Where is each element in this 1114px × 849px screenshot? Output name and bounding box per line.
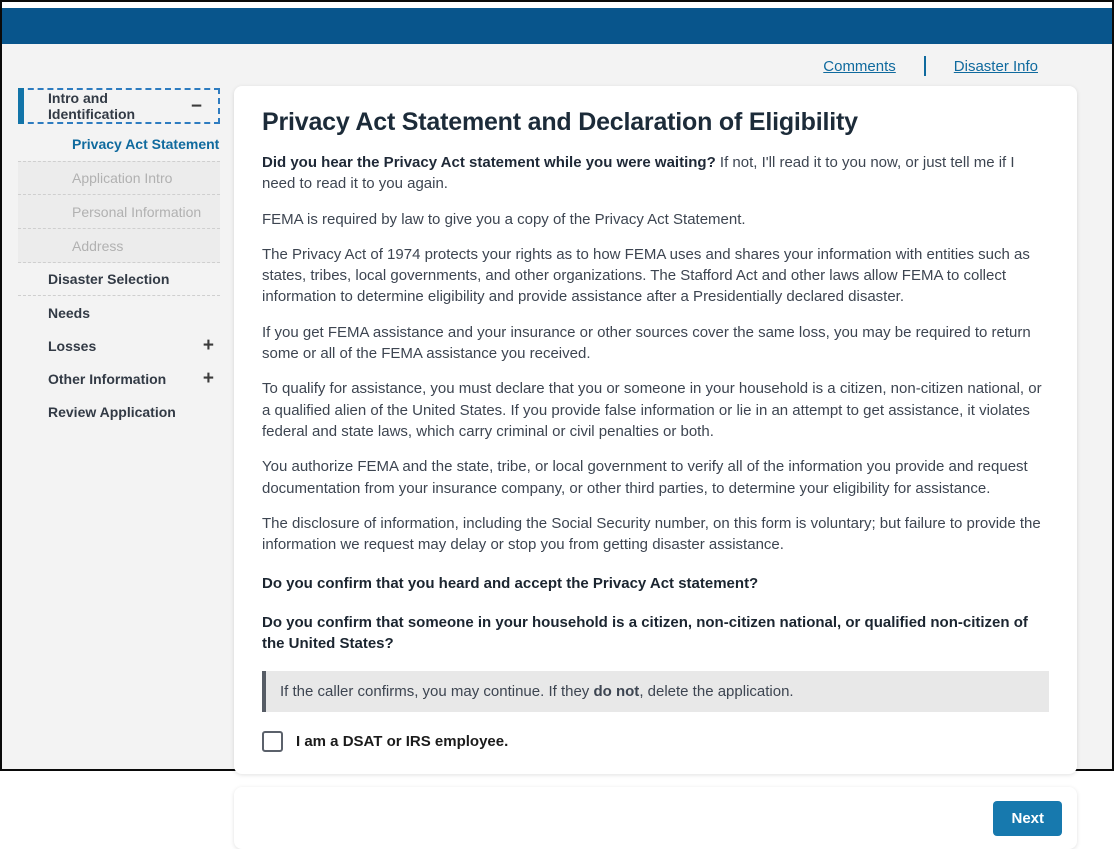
intro-question-rest: If not, I'll read it to you now, or just tell me if I need to read it to you again.: [262, 154, 1015, 193]
top-navigation-bar: [2, 8, 1112, 44]
sidebar-item-label: Privacy Act Statement: [72, 136, 220, 152]
sidebar-item-label: Intro and Identification: [48, 90, 136, 122]
active-section-accent-bar: [18, 88, 24, 124]
sidebar-item-label: Needs: [48, 304, 91, 321]
paragraph-qualify-declare: To qualify for assistance, you must declare that you or someone in your household is a citizen, non-citizen national, or a qualified alien of the United States. If you provide false information or lie in an attempt to get assistance, it violates federal and state laws, which carry criminal or civil penalties or both.: [262, 380, 1042, 440]
collapse-minus-icon[interactable]: −: [190, 95, 202, 117]
sidebar-item-needs[interactable]: [18, 296, 220, 329]
dsat-irs-employee-row: [262, 731, 1049, 752]
callout-text-post: , delete the application.: [639, 683, 794, 701]
link-divider: [924, 56, 926, 76]
privacy-act-content-card: [234, 86, 1077, 774]
question-citizen-confirmation: Do you confirm that someone in your household is a citizen, non-citizen national, or qualified non-citizen of the United States?: [262, 614, 1028, 653]
disaster-info-link[interactable]: Disaster Info: [953, 57, 1038, 75]
paragraph-privacy-act-1974: The Privacy Act of 1974 protects your rights as to how FEMA uses and shares your information with entities such as states, tribes, local governments, and other organizations. The Stafford Act and other laws allow FEMA to collect information to determine eligibility and provide assistance after a Presidentially declared disaster.: [262, 245, 1030, 306]
sidebar-item-label: Losses: [48, 337, 97, 354]
expand-plus-icon[interactable]: +: [202, 335, 214, 356]
sidebar-item-label: Application Intro: [72, 170, 173, 186]
sidebar-item-disaster-selection[interactable]: [18, 263, 220, 296]
question-accept-privacy-act: Do you confirm that you heard and accept the Privacy Act statement?: [262, 575, 759, 593]
section-sidebar: [18, 86, 220, 428]
expand-plus-icon[interactable]: +: [202, 368, 214, 389]
sidebar-item-intro-and-identification[interactable]: [18, 88, 220, 124]
sidebar-item-label: Review Application: [48, 403, 176, 420]
paragraph-disclosure-voluntary: The disclosure of information, including the Social Security number, on this form is voluntary; but failure to provide the information we request may delay or stop you from getting disaster assistance.: [262, 514, 1041, 554]
sidebar-item-personal-information: [18, 195, 220, 229]
paragraph-authorize-verify: You authorize FEMA and the state, tribe, or local government to verify all of the information you provide and request documentation from your insurance company, or other third parties, to determine your eligibility for assistance.: [262, 458, 1028, 497]
sidebar-item-privacy-act-statement[interactable]: [18, 127, 220, 161]
intro-paragraph: [262, 152, 1049, 195]
page-title: Privacy Act Statement and Declaration of Eligibility: [262, 108, 858, 136]
form-footer-bar: [234, 787, 1077, 849]
dsat-irs-employee-label[interactable]: I am a DSAT or IRS employee.: [296, 733, 509, 751]
sidebar-item-application-intro: [18, 161, 220, 195]
sidebar-item-losses[interactable]: [18, 329, 220, 362]
callout-text-pre: If the caller confirms, you may continue. If they: [280, 683, 594, 701]
caller-instruction-callout: [262, 671, 1049, 712]
sidebar-item-address: [18, 229, 220, 263]
main-column: [234, 86, 1077, 849]
paragraph-fema-required: FEMA is required by law to give you a copy of the Privacy Act Statement.: [262, 210, 746, 228]
sidebar-item-label: Personal Information: [72, 203, 202, 220]
next-button[interactable]: Next: [993, 801, 1062, 836]
callout-text-bold: do not: [593, 683, 640, 701]
sidebar-item-label: Disaster Selection: [48, 271, 170, 287]
sidebar-item-label: Other Information: [48, 370, 167, 387]
sidebar-item-review-application[interactable]: [18, 395, 220, 428]
paragraph-return-assistance: If you get FEMA assistance and your insurance or other sources cover the same loss, you may be required to return some or all of the FEMA assistance you received.: [262, 323, 1031, 363]
comments-link[interactable]: Comments: [823, 57, 896, 75]
main-layout: [2, 84, 1112, 849]
utility-link-bar: [2, 44, 1112, 84]
sidebar-item-other-information[interactable]: [18, 362, 220, 395]
sidebar-item-label: Address: [72, 237, 124, 254]
intro-question-bold: Did you hear the Privacy Act statement while you were waiting?: [262, 154, 716, 171]
dsat-irs-employee-checkbox[interactable]: [262, 731, 283, 752]
